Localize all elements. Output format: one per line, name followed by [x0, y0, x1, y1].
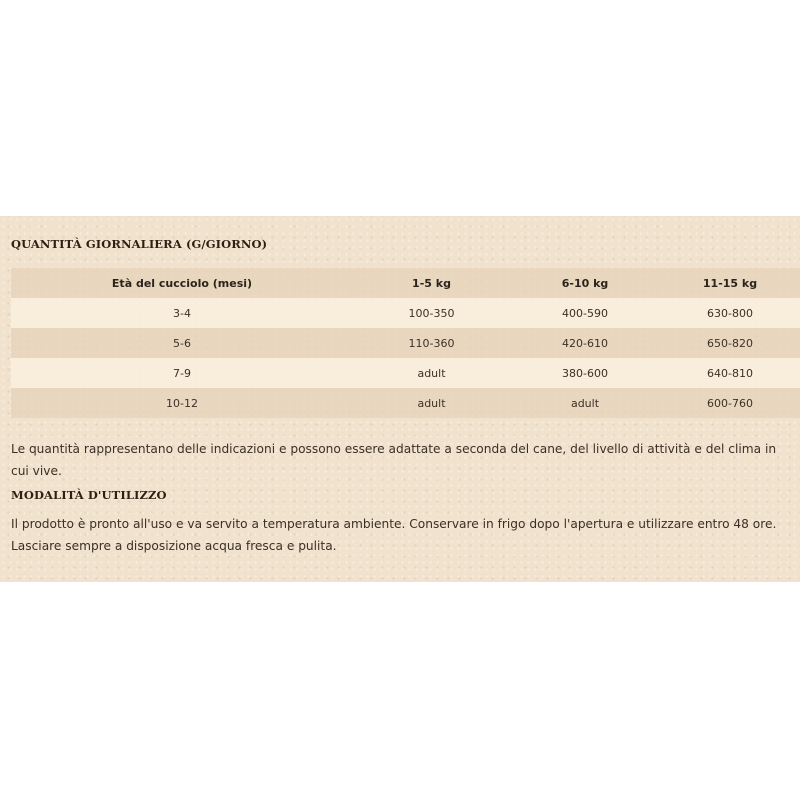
header-1-5kg: 1-5 kg [412, 276, 451, 290]
cell-age: 10-12 [166, 396, 198, 410]
table-row [11, 298, 800, 328]
header-6-10kg: 6-10 kg [561, 276, 609, 290]
table-row [11, 358, 800, 388]
daily-quantity-table [11, 268, 800, 418]
cell-age: 7-9 [173, 366, 191, 380]
usage-text: Il prodotto è pronto all'uso e va servito a temperatura ambiente. Conservare in frigo dopo l'apertura e utilizzare entro 48 ore. Lasciare sempre a disposizione acqua fresca e pulita. [11, 517, 777, 553]
cell-11-15kg: 640-810 [707, 366, 753, 380]
cell-11-15kg: 650-820 [707, 336, 753, 350]
cell-6-10kg: 380-600 [562, 366, 608, 380]
cell-1-5kg: adult [417, 366, 446, 380]
header-age: Età del cucciolo (mesi) [111, 276, 253, 290]
quantity-note: Le quantità rappresentano delle indicazioni e possono essere adattate a seconda del cane, del livello di attività e del clima in cui vive. [11, 442, 777, 478]
cell-6-10kg: 420-610 [562, 336, 608, 350]
cell-1-5kg: adult [417, 396, 446, 410]
table-header-row [11, 268, 800, 298]
cell-age: 5-6 [173, 336, 191, 350]
table-row [11, 388, 800, 418]
usage-heading: MODALITÀ D'UTILIZZO [11, 488, 167, 502]
cell-age: 3-4 [173, 306, 191, 320]
header-11-15kg: 11-15 kg [702, 276, 758, 290]
cell-6-10kg: adult [570, 396, 600, 410]
cell-11-15kg: 630-800 [707, 306, 753, 320]
table-row [11, 328, 800, 358]
cell-6-10kg: 400-590 [562, 306, 608, 320]
cell-11-15kg: 600-760 [707, 396, 753, 410]
cell-1-5kg: 110-360 [408, 336, 455, 350]
product-info-panel [0, 216, 800, 582]
cell-1-5kg: 100-350 [408, 306, 455, 320]
daily-quantity-heading: QUANTITÀ GIORNALIERA (G/GIORNO) [11, 237, 268, 251]
